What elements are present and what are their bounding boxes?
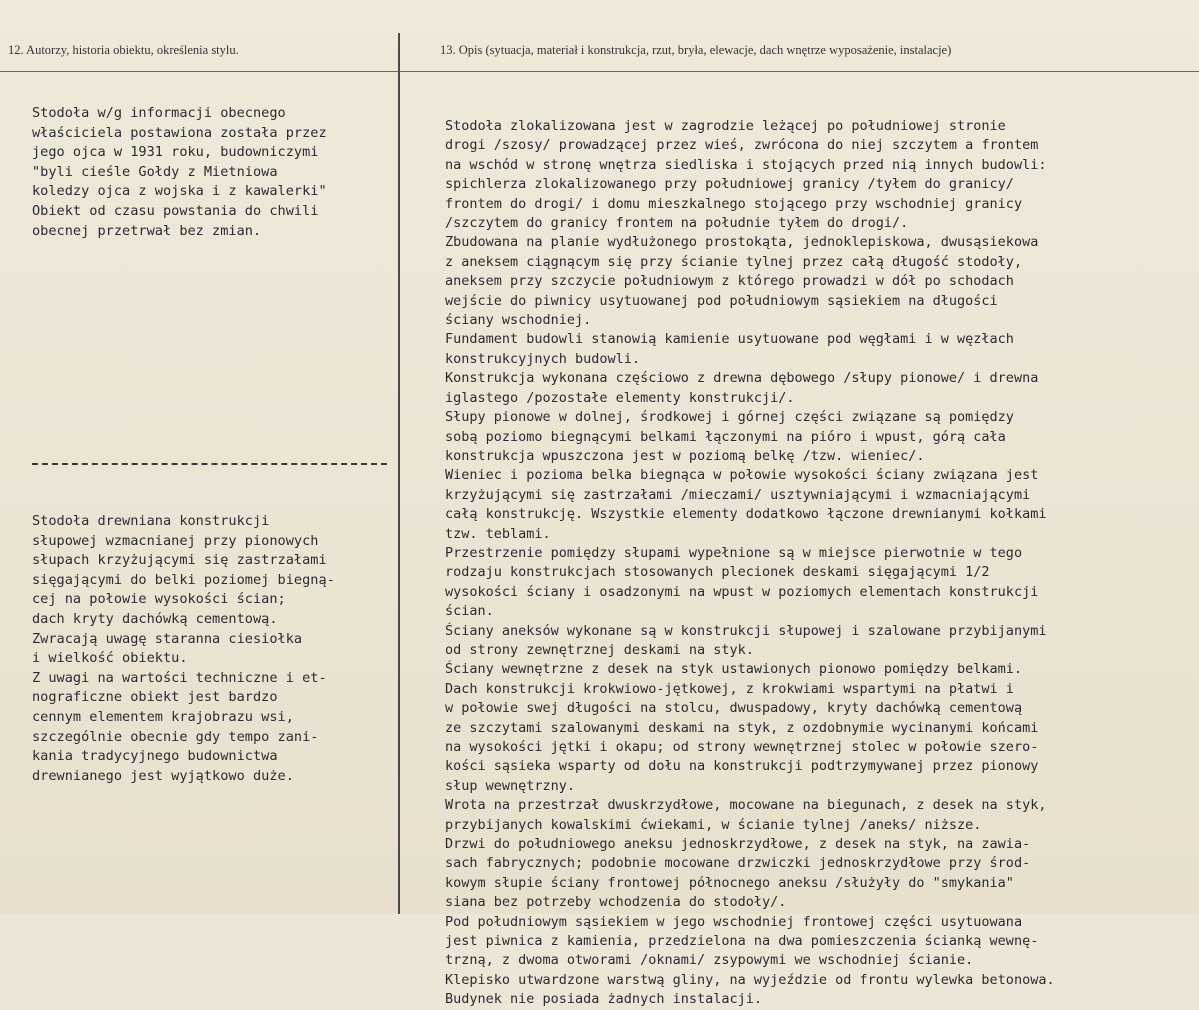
column-header-description: 13. Opis (sytuacja, materiał i konstrukcja, rzut, bryła, elewacje, dach wnętrze wyposażenie, instalacje) [440,43,952,57]
column-divider [398,33,400,914]
history-text: Stodoła w/g informacji obecnego właściciela postawiona została przez jego ojca w 1931 roku, budowniczymi "byli cieśle Gołdy z Mietniowa koledzy ojca z wojska i z kawalerki" Obiekt od czasu powstania do chwili obecnej przetrwał bez zmian. [32,105,327,239]
header-rule [0,71,1199,72]
dashed-separator [32,463,387,465]
style-assessment-text: Stodoła drewniana konstrukcji słupowej wzmacnianej przy pionowych słupach krzyżującymi się zastrzałami sięgającymi do belki poziomej biegną- cej na połowie wysokości ścian; dach kryty dachówką cementową. Zwracają uwagę staranna ciesiołka i wielkość obiektu. Z uwagi na wartości techniczne i et- nograficzne obiekt jest bardzo cennym elementem krajobrazu wsi, szczególnie obecnie gdy tempo zani- kania tradycyjnego budownictwa drewnianego jest wyjątkowo duże. [32,513,335,784]
building-description-text: Stodoła zlokalizowana jest w zagrodzie leżącej po południowej stronie drogi /szosy/ prowadzącej przez wieś, zwrócona do niej szczytem a frontem na wschód w stronę wnętrza siedliska i stojących przed nią innych budowli: spichlerza zlokalizowanego przy południowej granicy /tyłem do granicy/ frontem do drogi/ i domu mieszkalnego stojącego przy wschodniej granicy /szczytem do granicy frontem na południe tyłem do drogi/. Zbudowana na planie wydłużonego prostokąta, jednoklepiskowa, dwusąsiekowa z aneksem ciągnącym się przy ścianie tylnej przez całą długość stodoły, aneksem przy szczycie południowym z którego prowadzi w dół po schodach wejście do piwnicy usytuowanej pod południowym sąsiekiem na długości ściany wschodniej. Fundament budowli stanowią kamienie usytuowane pod węgłami i w węzłach konstrukcyjnych budowli. Konstrukcja wykonana częściowo z drewna dębowego /słupy pionowe/ i drewna iglastego /pozostałe elementy konstrukcji/. Słupy pionowe w dolnej, środkowej i górnej części związane są pomiędzy sobą poziomo biegnącymi belkami łączonymi na pióro i wpust, górą cała konstrukcja wpuszczona jest w poziomą belkę /tzw. wieniec/. Wieniec i pozioma belka biegnąca w połowie wysokości ściany związana jest krzyżującymi się zastrzałami /mieczami/ usztywniającymi i wzmacniającymi całą konstrukcję. Wszystkie elementy dodatkowo łączone drewnianymi kołkami tzw. teblami. Przestrzenie pomiędzy słupami wypełnione są w miejsce pierwotnie w tego rodzaju konstrukcjach stosowanych plecionek deskami sięgającymi 1/2 wysokości ściany i osadzonymi na wpust w poziomych elementach konstrukcji ścian. Ściany aneksów wykonane są w konstrukcji słupowej i szalowane przybijanymi od strony zewnętrznej deskami na styk. Ściany wewnętrzne z desek na styk ustawionych pionowo pomiędzy belkami. Dach konstrukcji krokwiowo-jętkowej, z krokwiami wspartymi na płatwi i w połowie swej długości na stolcu, dwuspadowy, kryty dachówką cementową ze szczytami szalowanymi deskami na styk, z ozdobnymie wycinanymi końcami na wysokości jętki i okapu; od strony wewnętrznej stolec w połowie szero- kości sąsieka wsparty od dołu na konstrukcji podtrzymywanej przez pionowy słup wewnętrzny. Wrota na przestrzał dwuskrzydłowe, mocowane na biegunach, z desek na styk, przybijanych kowalskimi ćwiekami, w ścianie tylnej /aneks/ niższe. Drzwi do południowego aneksu jednoskrzydłowe, z desek na styk, na zawia- sach fabrycznych; podobnie mocowane drzwiczki jednoskrzydłowe przy środ- kowym słupie ściany frontowej północnego aneksu /służyły do "smykania" siana bez potrzeby wchodzenia do stodoły/. Pod południowym sąsiekiem w jego wschodniej frontowej części usytuowana jest piwnica z kamienia, przedzielona na dwa pomieszczenia ścianką wewnę- trzną, z dwoma otworami /oknami/ zsypowymi we wschodniej ścianie. Klepisko utwardzone warstwą gliny, na wyjeździe od frontu wylewka betonowa. Budynek nie posiada żadnych instalacji. [445,118,1055,1008]
column-header-authors-history: 12. Autorzy, historia obiektu, określenia stylu. [8,43,239,57]
